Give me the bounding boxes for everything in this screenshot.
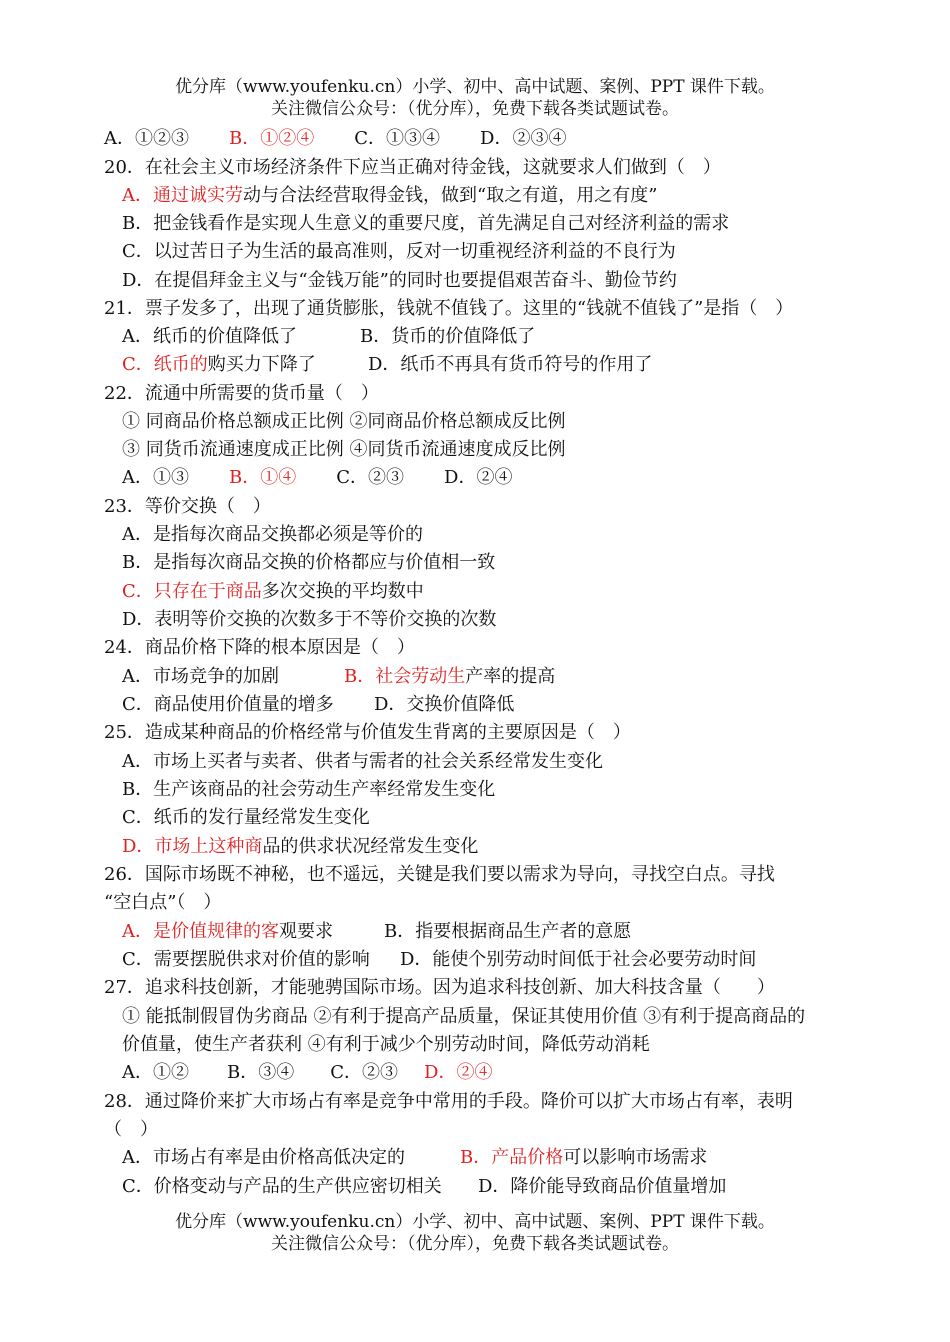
q23-option-a: A．是指每次商品交换都必须是等价的 — [122, 524, 423, 545]
q23-option-d: D．表明等价交换的次数多于不等价交换的次数 — [122, 609, 497, 630]
q22-statements-1: ① 同商品价格总额成正比例 ②同商品价格总额成反比例 — [122, 411, 566, 432]
q22-options — [122, 464, 872, 492]
q26-option-a-text: 观要求 — [279, 921, 333, 942]
q21-option-c-text: 购买力下降了 — [207, 354, 316, 375]
q27-option-c: C．②③ — [330, 1062, 399, 1083]
q25-stem: 25．造成某种商品的价格经常与价值发生背离的主要原因是（ ） — [104, 722, 631, 743]
q20-stem: 20．在社会主义市场经济条件下应当正确对待金钱，这就要求人们做到（ ） — [104, 157, 721, 178]
q27-options — [122, 1059, 872, 1087]
q22-stem: 22．流通中所需要的货币量（ ） — [104, 383, 379, 404]
q26-options-ab — [122, 918, 872, 946]
q28-option-d: D．降价能导致商品价值量增加 — [478, 1176, 727, 1197]
q25-option-a: A．市场上买者与卖者、供者与需者的社会关系经常发生变化 — [122, 751, 603, 772]
q23-stem: 23．等价交换（ ） — [104, 496, 271, 517]
q24-option-b-answer: B．社会劳动生 — [344, 666, 466, 687]
q26-option-a-answer: A．是价值规律的客 — [122, 921, 279, 942]
q28-options-ab — [122, 1144, 872, 1172]
q20-option-a-answer: A．通过诚实劳 — [122, 185, 243, 206]
q26-option-c: C．需要摆脱供求对价值的影响 — [122, 949, 370, 970]
q22-option-d: D．②④ — [444, 467, 513, 488]
q26-stem-1: 26．国际市场既不神秘，也不遥远，关键是我们要以需求为导向，寻找空白点。寻找 — [104, 864, 775, 885]
q20-option-c: C．以过苦日子为生活的最高准则，反对一切重视经济利益的不良行为 — [122, 241, 676, 262]
q22-option-a: A．①③ — [122, 467, 189, 488]
q20-option-b: B．把金钱看作是实现人生意义的重要尺度，首先满足自己对经济利益的需求 — [122, 213, 730, 234]
q22-statements-2: ③ 同货币流通速度成正比例 ④同货币流通速度成反比例 — [122, 439, 566, 460]
q23-option-c-text: 多次交换的平均数中 — [261, 581, 424, 602]
footer-line-1: 优分库（www.youfenku.cn）小学、初中、高中试题、案例、PPT 课件下载。 — [175, 1212, 775, 1232]
q24-option-c: C．商品使用价值量的增多 — [122, 694, 334, 715]
q21-option-c-answer: C．纸币的 — [122, 354, 208, 375]
q23-option-c — [122, 578, 872, 606]
q19-option-b: B．①②④ — [229, 128, 315, 149]
q24-option-b-text: 产率的提高 — [465, 666, 556, 687]
q27-option-a: A．①② — [122, 1062, 189, 1083]
q28-stem-1: 28．通过降价来扩大市场占有率是竞争中常用的手段。降价可以扩大市场占有率，表明 — [104, 1091, 793, 1112]
q24-option-d: D．交换价值降低 — [374, 694, 515, 715]
q24-options-cd — [122, 691, 872, 719]
q28-option-b-answer: B．产品价格 — [460, 1147, 564, 1168]
header-line-1: 优分库（www.youfenku.cn）小学、初中、高中试题、案例、PPT 课件下载。 — [175, 77, 775, 97]
q21-options-ab — [122, 323, 872, 351]
q20-option-a-text: 动与合法经营取得金钱，做到“取之有道，用之有度” — [243, 185, 658, 206]
q21-options-cd — [122, 351, 872, 379]
q26-option-b: B．指要根据商品生产者的意愿 — [384, 921, 632, 942]
q28-option-a: A．市场占有率是由价格高低决定的 — [122, 1147, 405, 1168]
q19-option-a: A．①②③ — [104, 128, 189, 149]
q24-options-ab — [122, 663, 872, 691]
q28-options-cd — [122, 1173, 872, 1201]
q22-option-c: C．②③ — [336, 467, 405, 488]
q25-option-c: C．纸币的发行量经常发生变化 — [122, 807, 370, 828]
q19-option-c: C．①③④ — [354, 128, 441, 149]
q28-option-b-text: 可以影响市场需求 — [563, 1147, 708, 1168]
q25-option-d-text: 品的供求状况经常发生变化 — [262, 836, 479, 857]
q25-option-d — [122, 833, 872, 861]
q21-option-b: B．货币的价值降低了 — [360, 326, 536, 347]
q26-stem-2: “空白点”（ ） — [104, 892, 222, 913]
q24-option-a: A．市场竞争的加剧 — [122, 666, 279, 687]
header-line-2: 关注微信公众号：（优分库），免费下载各类试题试卷。 — [271, 99, 679, 119]
q25-option-d-answer: D．市场上这种商 — [122, 836, 263, 857]
q27-option-d: D．②④ — [424, 1062, 493, 1083]
q21-option-d: D．纸币不再具有货币符号的作用了 — [368, 354, 653, 375]
q19-options — [104, 125, 854, 153]
q27-stem: 27．追求科技创新，才能驰骋国际市场。因为追求科技创新、加大科技含量（ ） — [104, 977, 775, 998]
q20-option-d: D．在提倡拜金主义与“金钱万能”的同时也要提倡艰苦奋斗、勤俭节约 — [122, 270, 677, 291]
q28-stem-2: （ ） — [104, 1119, 158, 1140]
q21-option-a: A．纸币的价值降低了 — [122, 326, 297, 347]
q27-statements-2: 价值量，使生产者获利 ④有利于减少个别劳动时间，降低劳动消耗 — [122, 1034, 650, 1055]
q27-statements-1: ① 能抵制假冒伪劣商品 ②有利于提高产品质量，保证其使用价值 ③有利于提高商品的 — [122, 1006, 806, 1027]
q23-option-c-answer: C．只存在于商品 — [122, 581, 262, 602]
q26-options-cd — [122, 946, 872, 974]
q26-option-d: D．能使个别劳动时间低于社会必要劳动时间 — [400, 949, 757, 970]
q27-option-b: B．③④ — [227, 1062, 295, 1083]
q25-option-b: B．生产该商品的社会劳动生产率经常发生变化 — [122, 779, 496, 800]
q21-stem: 21．票子发多了，出现了通货膨胀，钱就不值钱了。这里的“钱就不值钱了”是指（ ） — [104, 298, 794, 319]
q28-option-c: C．价格变动与产品的生产供应密切相关 — [122, 1176, 442, 1197]
footer-line-2: 关注微信公众号：（优分库），免费下载各类试题试卷。 — [271, 1234, 679, 1254]
q23-option-b: B．是指每次商品交换的价格都应与价值相一致 — [122, 552, 496, 573]
q22-option-b: B．①④ — [229, 467, 297, 488]
q24-stem: 24．商品价格下降的根本原因是（ ） — [104, 637, 415, 658]
q20-option-a — [122, 182, 872, 210]
q19-option-d: D．②③④ — [480, 128, 567, 149]
